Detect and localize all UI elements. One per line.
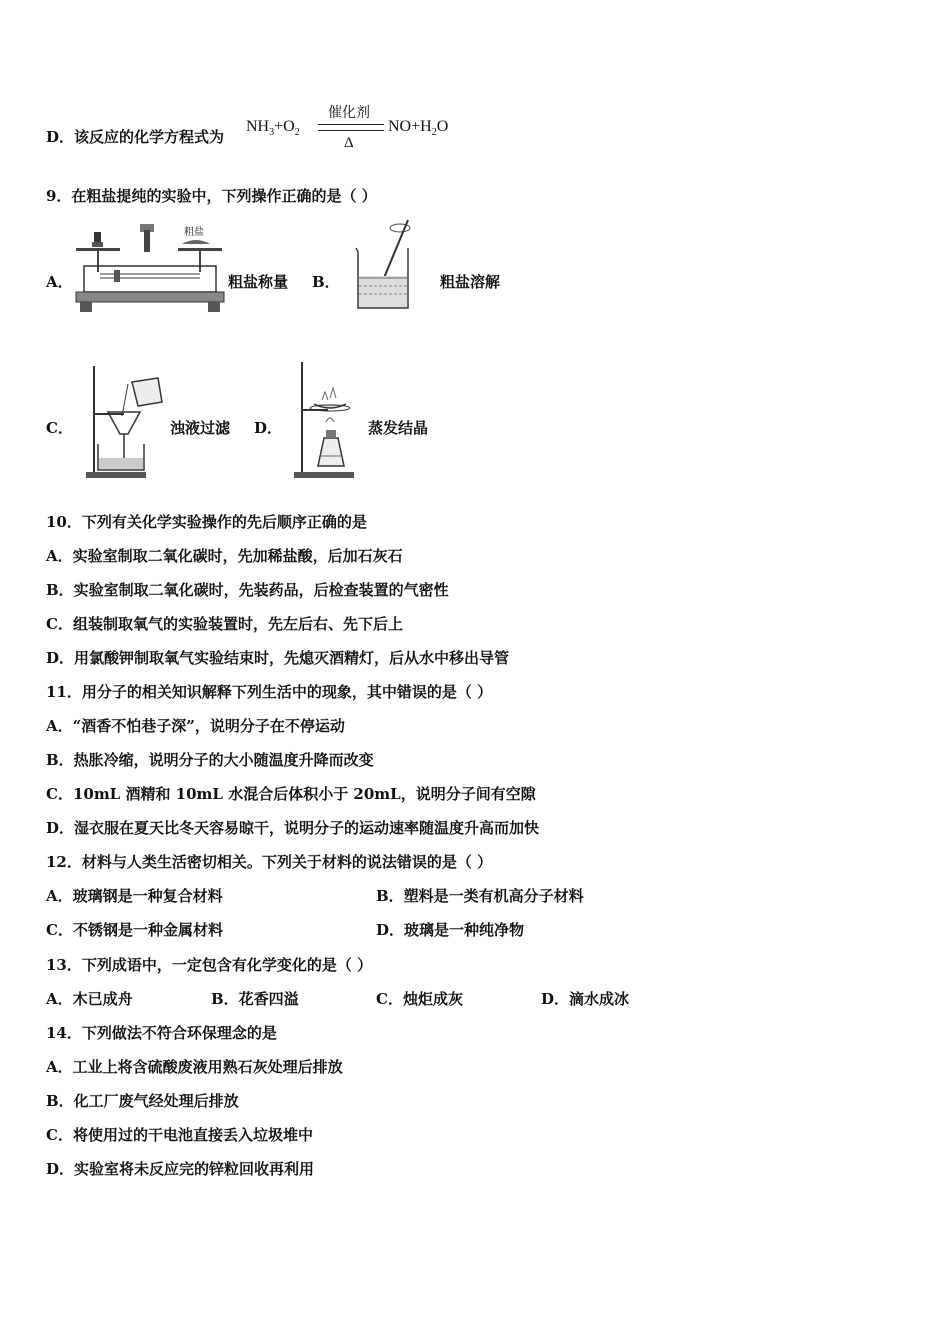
- q13-option-c: C．烛炬成灰: [376, 990, 463, 1008]
- balance-scale-figure: [74, 222, 228, 314]
- evaporation-figure: [292, 358, 360, 478]
- q14-option-b: B．化工厂废气经处理后排放: [46, 1092, 239, 1110]
- q8-catalyst-label: 催化剂: [328, 106, 370, 121]
- q12-option-b: B．塑料是一类有机高分子材料: [376, 887, 584, 905]
- q8-equation-rhs: $NO+H_2O$: [388, 118, 449, 138]
- q11-option-b: B．热胀冷缩，说明分子的大小随温度升降而改变: [46, 751, 374, 769]
- q13-option-d: D．滴水成冰: [541, 990, 630, 1008]
- q9-option-c-letter: C．: [46, 419, 73, 437]
- q9-stem: 9．在粗盐提纯的实验中，下列操作正确的是（ ）: [46, 187, 377, 205]
- q13-option-a: A．木已成舟: [46, 990, 133, 1008]
- q13-stem: 13．下列成语中，一定包含有化学变化的是（ ）: [46, 956, 373, 974]
- q11-option-c: C．10mL 酒精和 10mL 水混合后体积小于 20mL，说明分子间有空隙: [46, 785, 536, 803]
- q12-option-c: C．不锈钢是一种金属材料: [46, 921, 223, 939]
- q9-option-a-letter: A．: [46, 273, 73, 291]
- q9-option-b-caption: 粗盐溶解: [440, 273, 501, 291]
- q11-stem: 11．用分子的相关知识解释下列生活中的现象，其中错误的是（ ）: [46, 683, 493, 701]
- beaker-stirring-figure: [350, 218, 420, 314]
- q11-option-d: D．湿衣服在夏天比冬天容易晾干，说明分子的运动速率随温度升高而加快: [46, 819, 540, 837]
- q11-option-a: A．“酒香不怕巷子深”，说明分子在不停运动: [46, 717, 345, 735]
- q9-option-d-letter: D．: [254, 419, 283, 437]
- q10-option-b: B．实验室制取二氧化碳时，先装药品，后检查装置的气密性: [46, 581, 449, 599]
- q8-option-d-label: D．该反应的化学方程式为: [46, 128, 225, 146]
- q8-equation-lhs: $NH_3+O_2$: [246, 118, 300, 138]
- filtration-figure: [84, 362, 170, 480]
- q14-option-a: A．工业上将含硫酸废液用熟石灰处理后排放: [46, 1058, 343, 1076]
- q9-option-a-caption: 粗盐称量: [228, 273, 289, 291]
- scale-salt-label: 粗盐: [184, 227, 204, 238]
- q13-option-b: B．花香四溢: [211, 990, 299, 1008]
- q8-option-d: [46, 127, 224, 147]
- q9-option-c-caption: 浊液过滤: [170, 419, 231, 437]
- q14-option-d: D．实验室将未反应完的锌粒回收再利用: [46, 1160, 315, 1178]
- q12-option-a: A．玻璃钢是一种复合材料: [46, 887, 223, 905]
- q8-reaction-arrow: [318, 124, 384, 131]
- q14-stem: 14．下列做法不符合环保理念的是: [46, 1024, 277, 1042]
- q9-option-b-letter: B．: [312, 273, 340, 291]
- q10-stem: 10．下列有关化学实验操作的先后顺序正确的是: [46, 513, 367, 531]
- q10-option-d: D．用氯酸钾制取氧气实验结束时，先熄灭酒精灯，后从水中移出导管: [46, 649, 510, 667]
- q9-option-d-caption: 蒸发结晶: [368, 419, 429, 437]
- q10-option-a: A．实验室制取二氧化碳时，先加稀盐酸，后加石灰石: [46, 547, 403, 565]
- q12-stem: 12．材料与人类生活密切相关。下列关于材料的说法错误的是（ ）: [46, 853, 493, 871]
- q12-option-d: D．玻璃是一种纯净物: [376, 921, 525, 939]
- q10-option-c: C．组装制取氧气的实验装置时，先左后右、先下后上: [46, 615, 403, 633]
- q14-option-c: C．将使用过的干电池直接丢入垃圾堆中: [46, 1126, 313, 1144]
- q8-heat-symbol: Δ: [344, 135, 354, 151]
